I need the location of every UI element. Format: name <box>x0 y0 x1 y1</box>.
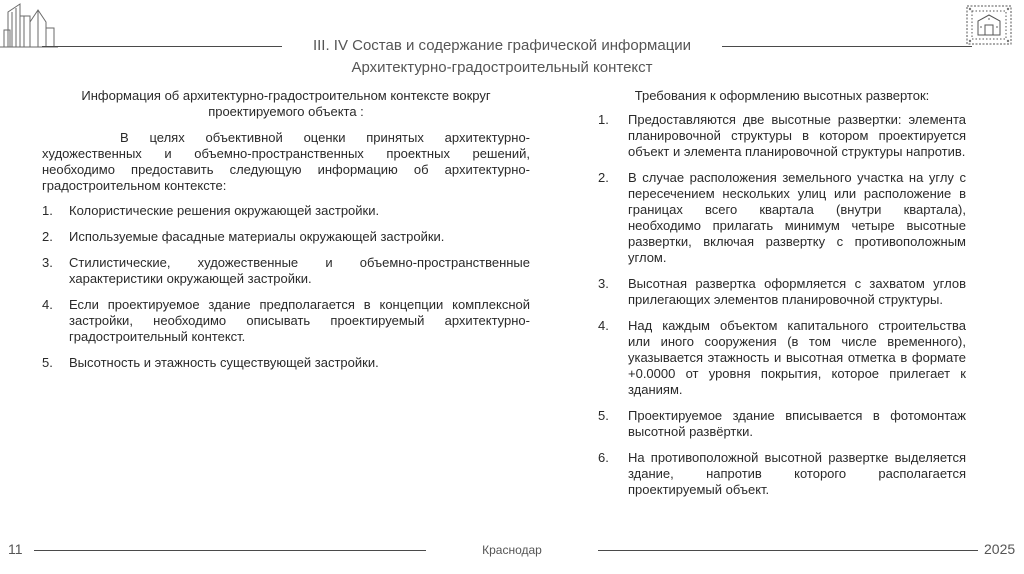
list-item-number: 2. <box>42 229 53 244</box>
context-info-section <box>42 88 530 381</box>
list-item-text: Высотность и этажность существующей застройки. <box>69 355 379 370</box>
footer-divider-left <box>34 550 426 551</box>
skyline-logo <box>0 0 58 50</box>
footer-city: Краснодар <box>482 543 542 557</box>
list-item <box>42 203 530 219</box>
list-item-number: 3. <box>42 255 53 270</box>
city-emblem <box>964 3 1014 47</box>
list-item-number: 1. <box>42 203 53 218</box>
list-item-number: 2. <box>598 170 609 185</box>
list-item-number: 5. <box>42 355 53 370</box>
list-item-text: Предоставляются две высотные развертки: элемента планировочной структуры в котором проектируется объект и элемента планировочной структуры напротив. <box>628 112 966 159</box>
list-item-number: 3. <box>598 276 609 291</box>
page-title: III. IV Состав и содержание графической информации <box>312 37 692 54</box>
list-item <box>598 318 966 398</box>
list-item-text: На противоположной высотной развертке выделяется здание, напротив которого располагается проектируемый объект. <box>628 450 966 497</box>
list-item <box>42 255 530 287</box>
footer-divider-right <box>598 550 978 551</box>
page-subtitle: Архитектурно-градостроительный контекст <box>351 59 653 76</box>
list-item-number: 4. <box>42 297 53 312</box>
list-item <box>598 450 966 498</box>
list-item <box>598 170 966 266</box>
list-item-text: Колористические решения окружающей застройки. <box>69 203 380 218</box>
list-item-number: 1. <box>598 112 609 127</box>
list-item-text: В случае расположения земельного участка на углу с пересечением нескольких улиц или расположение в границах всего квартала (внутри квартала), необходимо прилагать минимум четыре высотные развертки, включая развертку с противоположным углом. <box>628 170 966 265</box>
list-item-text: Используемые фасадные материалы окружающей застройки. <box>69 229 445 244</box>
list-item-number: 6. <box>598 450 609 465</box>
context-info-intro: В целях объективной оценки принятых архитектурно-художественных и объемно-пространственных проектных решений, необходимо предоставить следующую информацию об архитектурно-градостроительном контексте: <box>42 130 530 193</box>
footer-year: 2025 <box>984 541 1016 557</box>
list-item-text: Стилистические, художественные и объемно-пространственные характеристики окружающей застройки. <box>69 255 530 286</box>
list-item-number: 5. <box>598 408 609 423</box>
header-divider-left <box>42 46 282 47</box>
list-item-text: Проектируемое здание вписывается в фотомонтаж высотной развёртки. <box>628 408 966 439</box>
elevation-requirements-heading: Требования к оформлению высотных разверток: <box>634 88 930 103</box>
elevation-requirements-list <box>598 112 966 498</box>
list-item-text: Высотная развертка оформляется с захватом углов прилегающих элементов планировочной структуры. <box>628 276 966 307</box>
list-item-number: 4. <box>598 318 609 333</box>
list-item <box>42 297 530 345</box>
list-item <box>42 229 530 245</box>
elevation-requirements-section <box>598 88 966 508</box>
header-divider-right <box>722 46 972 47</box>
list-item-text: Если проектируемое здание предполагается в концепции комплексной застройки, необходимо описывать проектируемый архитектурно-градостроительный контекст. <box>69 297 530 344</box>
page-number: 11 <box>8 541 23 557</box>
list-item <box>598 408 966 440</box>
list-item-text: Над каждым объектом капитального строительства или иного сооружения (в том числе временного), указывается этажность и высотная отметка в формате +0.0000 от уровня покрытия, которое прилегает к зданиям. <box>628 318 966 397</box>
list-item <box>598 112 966 160</box>
context-info-list <box>42 203 530 371</box>
list-item <box>598 276 966 308</box>
list-item <box>42 355 530 371</box>
context-info-heading: Информация об архитектурно-градостроительном контексте вокруг проектируемого объекта : <box>81 88 491 119</box>
